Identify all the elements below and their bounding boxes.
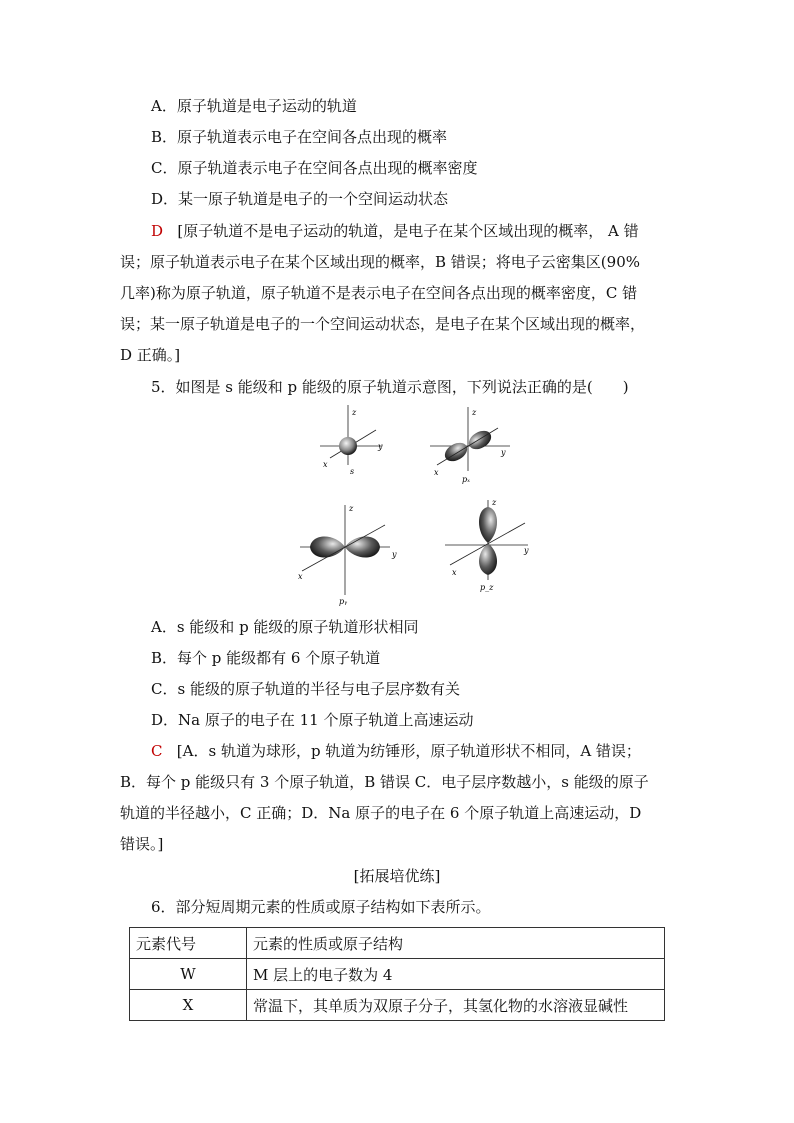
q5-answer-line [151,741,641,761]
q4-explanation-line-1: [原子轨道不是电子运动的轨道，是电子在某个区域出现的概率， A 错 [177,222,639,240]
orbital-diagram [290,405,540,610]
px-y-label: y [501,448,506,457]
q5-explanation-line-2: B．每个 p 能级只有 3 个原子轨道，B 错误 C．电子层序数越小，s 能级的原子 [120,773,649,791]
table-cell: X [130,990,247,1021]
q4-option-a: A．原子轨道是电子运动的轨道 [151,97,357,115]
q4-option-d: D．某一原子轨道是电子的一个空间运动状态 [151,190,449,208]
pz-orbital-figure [445,498,529,592]
py-x-label: x [298,572,303,581]
py-orbital-label: pᵧ [339,597,348,606]
table-cell: M 层上的电子数为 4 [247,959,665,990]
table-header-cell: 元素代号 [130,928,247,959]
table-header-cell: 元素的性质或原子结构 [247,928,665,959]
s-y-label: y [378,442,383,451]
q6-stem: 6．部分短周期元素的性质或原子结构如下表所示。 [151,898,491,916]
table-row [130,990,665,1021]
table-cell: W [130,959,247,990]
px-orbital-figure [430,407,510,484]
s-z-label: z [352,408,357,417]
q5-option-b: B．每个 p 能级都有 6 个原子轨道 [151,649,381,667]
section-title: [拓展培优练] [353,867,441,885]
q4-explanation-line-4: 误；某一原子轨道是电子的一个空间运动状态，是电子在某个区域出现的概率， [120,315,646,333]
pz-y-label: y [524,546,529,555]
q5-explanation-line-4: 错误。] [120,835,164,853]
px-orbital-label: pₓ [462,475,470,484]
q5-answer-letter: C [151,742,163,760]
q5-option-d: D．Na 原子的电子在 11 个原子轨道上高速运动 [151,711,474,729]
q5-option-a: A．s 能级和 p 能级的原子轨道形状相同 [151,618,419,636]
px-x-label: x [434,468,439,477]
pz-orbital-label: p_z [480,583,494,592]
table-row [130,959,665,990]
q4-answer-letter: D [151,222,164,240]
element-properties-table [129,927,665,1021]
q5-explanation-line-1: [A．s 轨道为球形，p 轨道为纺锤形，原子轨道形状不相同，A 错误； [176,742,641,760]
pz-x-label: x [452,568,457,577]
py-y-label: y [392,550,397,559]
px-z-label: z [472,408,477,417]
q4-answer-line [151,221,639,241]
s-orbital-label: s [350,467,355,476]
s-orbital-figure [320,405,383,476]
table-header-row [130,928,665,959]
q4-explanation-line-2: 误；原子轨道表示电子在某个区域出现的概率，B 错误；将电子云密集区(90% [120,253,640,271]
q4-option-c: C．原子轨道表示电子在空间各点出现的概率密度 [151,159,478,177]
q4-explanation-line-5: D 正确。] [120,346,181,364]
q5-option-c: C．s 能级的原子轨道的半径与电子层序数有关 [151,680,460,698]
q4-option-b: B．原子轨道表示电子在空间各点出现的概率 [151,128,448,146]
py-orbital-figure [298,504,397,606]
q5-explanation-line-3: 轨道的半径越小，C 正确；D．Na 原子的电子在 6 个原子轨道上高速运动，D [120,804,642,822]
table-cell: 常温下，其单质为双原子分子，其氢化物的水溶液显碱性 [247,990,665,1021]
q5-stem: 5．如图是 s 能级和 p 能级的原子轨道示意图，下列说法正确的是( ) [151,378,629,396]
s-x-label: x [323,460,328,469]
py-z-label: z [349,504,354,513]
q4-explanation-line-3: 几率)称为原子轨道，原子轨道不是表示电子在空间各点出现的概率密度，C 错 [120,284,638,302]
pz-z-label: z [492,498,497,507]
